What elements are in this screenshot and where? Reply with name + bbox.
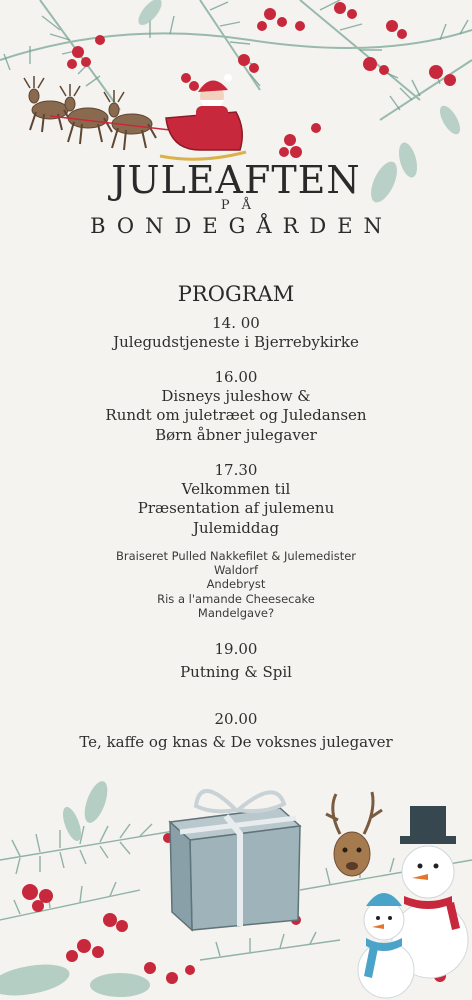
event-line: Julemiddag [192, 519, 280, 537]
pine-garland-bottom-illustration [0, 780, 472, 1000]
subtitle: BONDEGÅRDEN [90, 214, 393, 238]
event-time: 14. 00 [212, 314, 260, 332]
event-line: Te, kaffe og knas & De voksnes julegaver [79, 733, 393, 751]
menu-item: Andebryst [206, 577, 266, 591]
event-line: Rundt om juletræet og Juledansen [105, 406, 367, 424]
main-title: JULEAFTEN [111, 158, 361, 202]
menu-item: Braiseret Pulled Nakkefilet & Julemedister [115, 549, 357, 563]
menu-item: Ris a l'amande Cheesecake [157, 592, 315, 606]
event-line: Præsentation af julemenu [137, 499, 335, 517]
event-time: 20.00 [214, 710, 258, 728]
menu-item: Waldorf [214, 563, 258, 577]
event-line: Disneys juleshow & [161, 387, 311, 405]
event-line: Putning & Spil [180, 663, 292, 681]
event-time: 19.00 [214, 640, 258, 658]
event-line: Velkommen til [181, 480, 291, 498]
program-heading: PROGRAM [177, 282, 295, 306]
event-line: Julegudstjeneste i Bjerrebykirke [113, 333, 359, 351]
event-time: 16.00 [214, 368, 258, 386]
event-line: Børn åbner julegaver [155, 426, 317, 444]
event-time: 17.30 [214, 461, 258, 479]
title-connector: PÅ [220, 198, 264, 213]
menu-item: Mandelgave? [197, 606, 275, 620]
